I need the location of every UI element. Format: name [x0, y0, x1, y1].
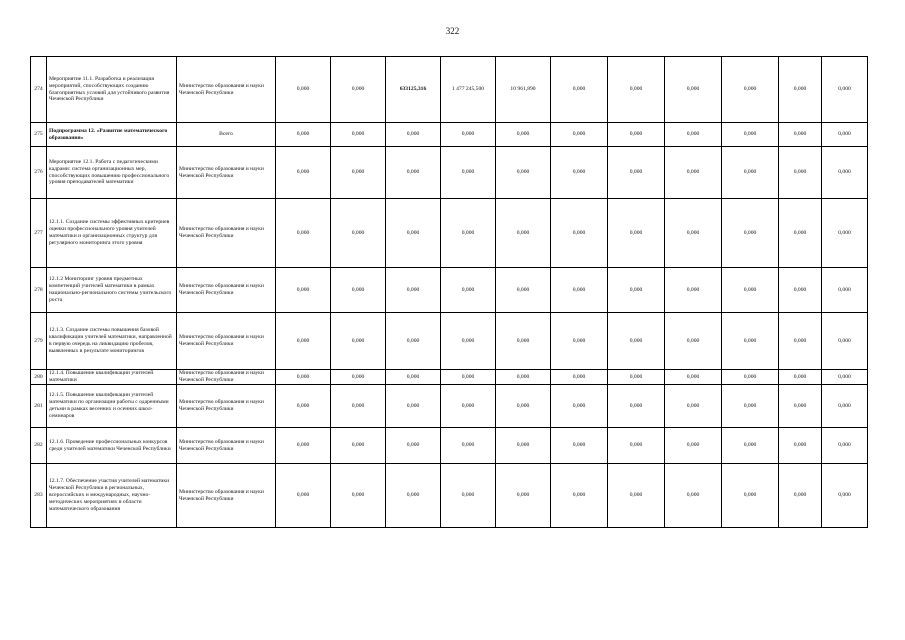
value-cell: 0,000 [665, 268, 722, 313]
value-cell: 0,000 [665, 123, 722, 147]
value-cell: 0,000 [822, 370, 868, 385]
value-cell: 0,000 [331, 385, 386, 428]
value-cell: 0,000 [496, 147, 551, 199]
value-cell: 0,000 [822, 147, 868, 199]
row-number: 277 [31, 199, 47, 268]
value-cell: 0,000 [665, 428, 722, 464]
value-cell: 0,000 [331, 147, 386, 199]
value-cell: 0,000 [441, 147, 496, 199]
value-cell: 0,000 [722, 385, 779, 428]
table-row [31, 370, 868, 385]
value-cell: 0,000 [441, 313, 496, 370]
row-number: 275 [31, 123, 47, 147]
value-cell: 0,000 [276, 123, 331, 147]
value-cell: 0,000 [441, 370, 496, 385]
value-cell: 0,000 [331, 313, 386, 370]
value-cell: 0,000 [331, 428, 386, 464]
value-cell: 0,000 [441, 385, 496, 428]
value-cell: 0,000 [386, 147, 441, 199]
table-body [31, 57, 868, 528]
activity-name: Подпрограмма 12. «Развитие математического образования» [47, 123, 177, 147]
value-cell: 0,000 [551, 385, 608, 428]
value-cell: 0,000 [722, 428, 779, 464]
value-cell: 0,000 [496, 385, 551, 428]
value-cell: 0,000 [551, 464, 608, 528]
executor: Министерство образования и науки Чеченской Республики [177, 464, 276, 528]
value-cell: 0,000 [441, 268, 496, 313]
value-cell: 0,000 [822, 57, 868, 123]
activity-name: 12.1.7. Обеспечение участия учителей математики Чеченской Республики в региональных, всероссийских и международных, научно-методических мероприятиях в области математического образования [47, 464, 177, 528]
value-cell: 0,000 [822, 464, 868, 528]
table-row [31, 385, 868, 428]
value-cell: 0,000 [722, 147, 779, 199]
executor: Министерство образования и науки Чеченской Республики [177, 428, 276, 464]
value-cell: 0,000 [722, 123, 779, 147]
value-cell: 0,000 [551, 57, 608, 123]
value-cell: 0,000 [722, 464, 779, 528]
value-cell: 633125,316 [386, 57, 441, 123]
value-cell: 0,000 [779, 464, 822, 528]
value-cell: 0,000 [331, 57, 386, 123]
value-cell: 0,000 [665, 313, 722, 370]
value-cell: 0,000 [822, 123, 868, 147]
row-number: 279 [31, 313, 47, 370]
row-number: 280 [31, 370, 47, 385]
row-number: 278 [31, 268, 47, 313]
table-row [31, 199, 868, 268]
value-cell: 0,000 [331, 123, 386, 147]
table-row [31, 147, 868, 199]
activity-name: 12.1.6. Проведение профессиональных конкурсов среди учителей математики Чеченской Республики [47, 428, 177, 464]
value-cell: 0,000 [608, 57, 665, 123]
value-cell: 0,000 [331, 464, 386, 528]
value-cell: 0,000 [722, 370, 779, 385]
activity-name: 12.1.3. Создание системы повышения базовой квалификации учителей математики, направленной в первую очередь на ликвидацию пробелов, выявленных в результате мониторингов [47, 313, 177, 370]
value-cell: 0,000 [276, 464, 331, 528]
value-cell: 0,000 [822, 428, 868, 464]
value-cell: 0,000 [331, 370, 386, 385]
value-cell: 0,000 [386, 428, 441, 464]
value-cell: 0,000 [551, 428, 608, 464]
activity-name: 12.1.2 Мониторинг уровня предметных компетенций учителей математики в рамках национально-регионального системы учительского роста [47, 268, 177, 313]
value-cell: 0,000 [441, 123, 496, 147]
value-cell: 0,000 [779, 268, 822, 313]
value-cell: 0,000 [779, 428, 822, 464]
value-cell: 0,000 [386, 313, 441, 370]
value-cell: 0,000 [276, 428, 331, 464]
value-cell: 0,000 [496, 464, 551, 528]
row-number: 283 [31, 464, 47, 528]
value-cell: 0,000 [608, 147, 665, 199]
value-cell: 0,000 [665, 385, 722, 428]
table-row [31, 57, 868, 123]
value-cell: 0,000 [386, 385, 441, 428]
value-cell: 0,000 [496, 199, 551, 268]
value-cell: 0,000 [665, 464, 722, 528]
value-cell: 0,000 [441, 428, 496, 464]
executor: Министерство образования и науки Чеченской Республики [177, 57, 276, 123]
row-number: 282 [31, 428, 47, 464]
value-cell: 0,000 [276, 313, 331, 370]
value-cell: 0,000 [441, 464, 496, 528]
activity-name: Мероприятие 12.1. Работа с педагогическими кадрами: система организационных мер, способствующих повышению профессионального уровня преподавателей математики [47, 147, 177, 199]
value-cell: 0,000 [276, 199, 331, 268]
executor: Министерство образования и науки Чеченской Республики [177, 385, 276, 428]
value-cell: 0,000 [386, 199, 441, 268]
row-number: 274 [31, 57, 47, 123]
value-cell: 0,000 [496, 370, 551, 385]
table-row [31, 123, 868, 147]
value-cell: 0,000 [276, 147, 331, 199]
table-row [31, 428, 868, 464]
value-cell: 0,000 [386, 464, 441, 528]
value-cell: 0,000 [386, 123, 441, 147]
table-row [31, 464, 868, 528]
value-cell: 0,000 [822, 385, 868, 428]
value-cell: 0,000 [496, 313, 551, 370]
value-cell: 0,000 [608, 199, 665, 268]
value-cell: 0,000 [551, 313, 608, 370]
value-cell: 0,000 [779, 313, 822, 370]
executor: Министерство образования и науки Чеченской Республики [177, 147, 276, 199]
value-cell: 0,000 [779, 370, 822, 385]
value-cell: 0,000 [722, 313, 779, 370]
value-cell: 0,000 [722, 199, 779, 268]
value-cell: 0,000 [551, 147, 608, 199]
value-cell: 0,000 [822, 313, 868, 370]
value-cell: 0,000 [551, 199, 608, 268]
value-cell: 0,000 [276, 57, 331, 123]
value-cell: 0,000 [665, 147, 722, 199]
activity-name: 12.1.4. Повышение квалификации учителей математики [47, 370, 177, 385]
value-cell: 0,000 [608, 428, 665, 464]
value-cell: 0,000 [722, 268, 779, 313]
budget-table [30, 56, 868, 528]
value-cell: 1 477 245,500 [441, 57, 496, 123]
value-cell: 0,000 [441, 199, 496, 268]
value-cell: 0,000 [496, 428, 551, 464]
value-cell: 0,000 [331, 199, 386, 268]
value-cell: 0,000 [496, 123, 551, 147]
value-cell: 0,000 [608, 313, 665, 370]
value-cell: 0,000 [608, 123, 665, 147]
value-cell: 0,000 [276, 370, 331, 385]
executor: Министерство образования и науки Чеченской Республики [177, 268, 276, 313]
value-cell: 0,000 [779, 123, 822, 147]
executor: Министерство образования и науки Чеченской Республики [177, 199, 276, 268]
activity-name: 12.1.5. Повышение квалификации учителей математики по организации работы с одаренными детьми в рамках весенних и осенних школ-семинаров [47, 385, 177, 428]
value-cell: 0,000 [551, 123, 608, 147]
executor: Министерство образования и науки Чеченской Республики [177, 370, 276, 385]
activity-name: 12.1.1. Создание системы эффективных критериев оценки профессионального уровня учителей математики и организационных структур для регулярного мониторинга этого уровня [47, 199, 177, 268]
executor: Всего [177, 123, 276, 147]
value-cell: 0,000 [331, 268, 386, 313]
value-cell: 0,000 [276, 385, 331, 428]
value-cell: 0,000 [386, 370, 441, 385]
value-cell: 0,000 [665, 199, 722, 268]
value-cell: 0,000 [779, 199, 822, 268]
row-number: 281 [31, 385, 47, 428]
activity-name: Мероприятие 11.1. Разработка и реализация мероприятий, способствующих созданию благоприятных условий для устойчивого развития Чеченской Республики [47, 57, 177, 123]
value-cell: 10 961,890 [496, 57, 551, 123]
executor: Министерство образования и науки Чеченской Республики [177, 313, 276, 370]
value-cell: 0,000 [822, 268, 868, 313]
value-cell: 0,000 [551, 370, 608, 385]
value-cell: 0,000 [608, 370, 665, 385]
value-cell: 0,000 [779, 57, 822, 123]
value-cell: 0,000 [779, 147, 822, 199]
value-cell: 0,000 [608, 464, 665, 528]
row-number: 276 [31, 147, 47, 199]
table-row [31, 268, 868, 313]
value-cell: 0,000 [276, 268, 331, 313]
value-cell: 0,000 [665, 57, 722, 123]
table-row [31, 313, 868, 370]
value-cell: 0,000 [779, 385, 822, 428]
value-cell: 0,000 [822, 199, 868, 268]
value-cell: 0,000 [386, 268, 441, 313]
value-cell: 0,000 [608, 385, 665, 428]
value-cell: 0,000 [496, 268, 551, 313]
value-cell: 0,000 [608, 268, 665, 313]
value-cell: 0,000 [722, 57, 779, 123]
value-cell: 0,000 [665, 370, 722, 385]
page-number: 322 [445, 26, 460, 36]
value-cell: 0,000 [551, 268, 608, 313]
